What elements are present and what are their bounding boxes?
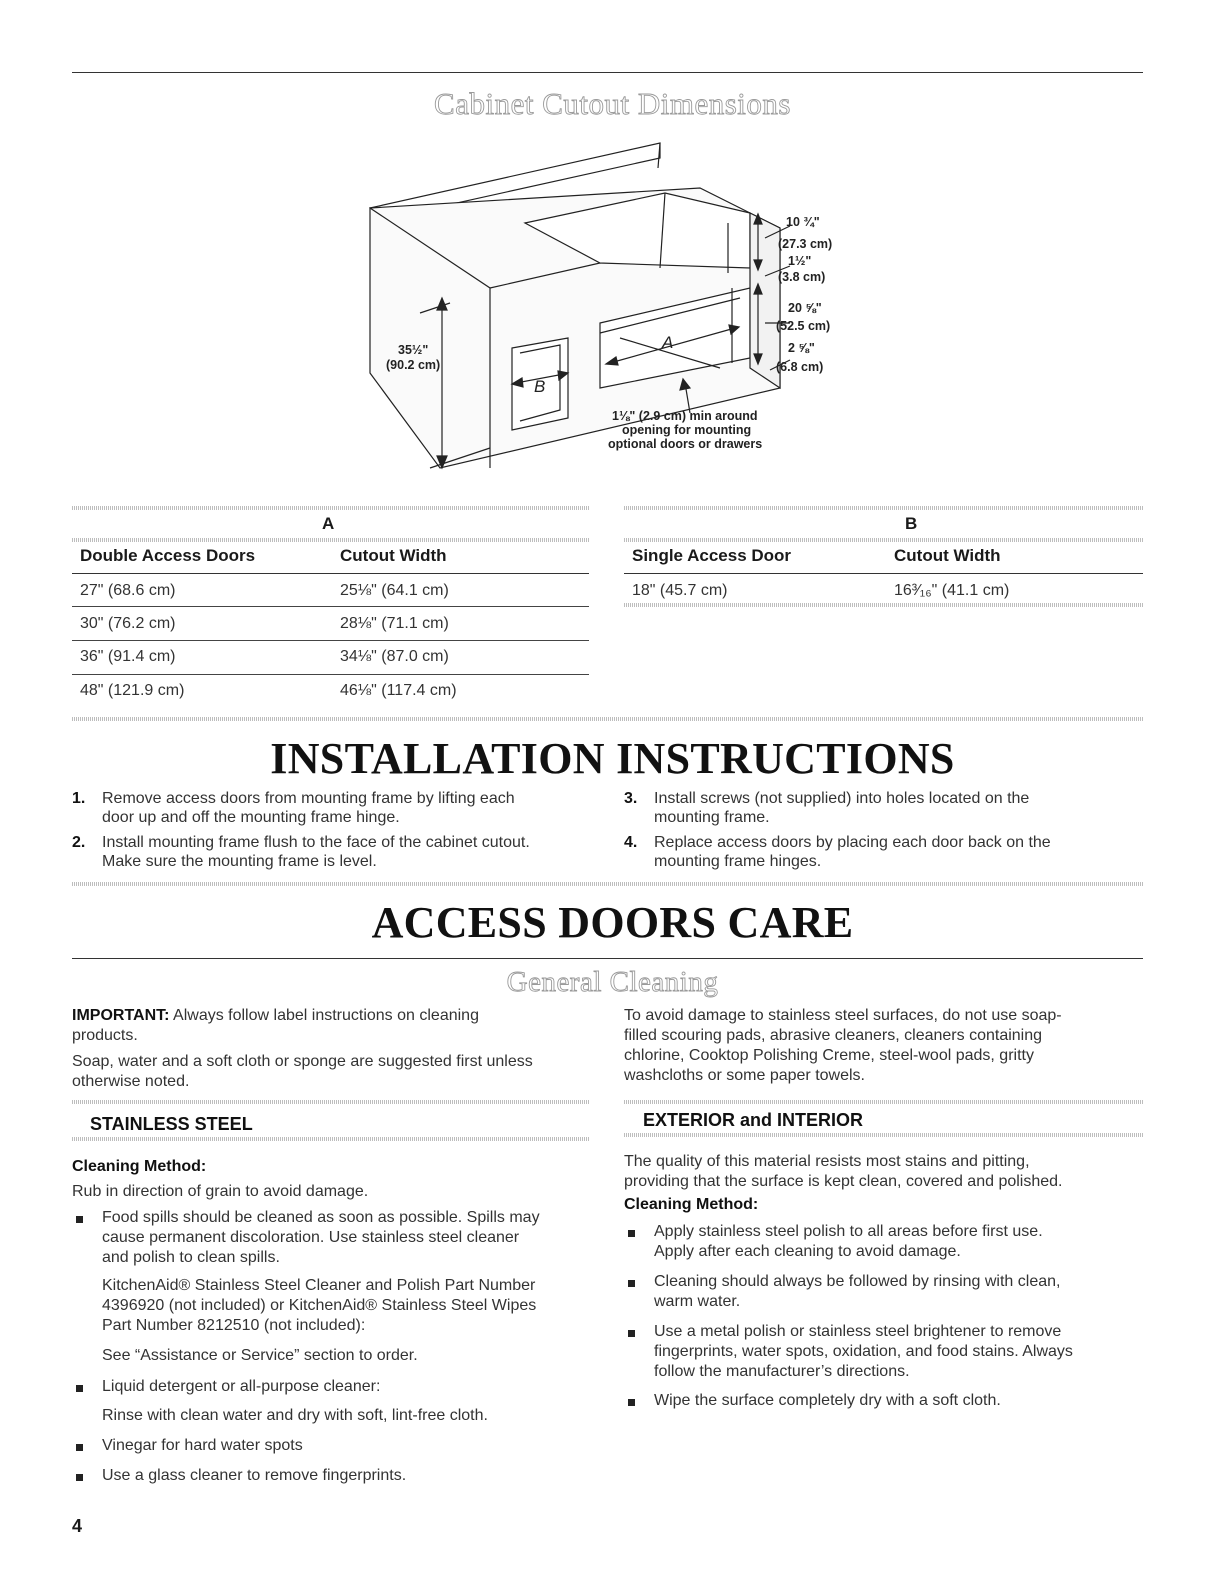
kitchenaid-line-3: Part Number 8212510 (not included): xyxy=(102,1317,366,1334)
kitchenaid-line-1: KitchenAid® Stainless Steel Cleaner and Polish Part Number xyxy=(102,1277,536,1294)
table-row-a1-width: 25⅛" (64.1 cm) xyxy=(340,582,449,599)
soap-line-2: otherwise noted. xyxy=(72,1073,190,1090)
step-3-line-2: mounting frame. xyxy=(654,809,770,826)
table-a-header-width: Cutout Width xyxy=(340,546,447,565)
exterior-quality-line-2: providing that the surface is kept clean, covered and polished. xyxy=(624,1173,1063,1190)
stainless-b3: Vinegar for hard water spots xyxy=(102,1437,303,1454)
table-row-b1-door: 18" (45.7 cm) xyxy=(632,582,728,599)
exterior-interior-heading: EXTERIOR and INTERIOR xyxy=(643,1110,864,1130)
note-line-2: opening for mounting xyxy=(622,423,752,437)
step-1-number: 1. xyxy=(72,790,86,807)
table-row-a3-doors: 36" (91.4 cm) xyxy=(80,648,176,665)
table-b-header-width: Cutout Width xyxy=(894,546,1001,565)
dim-gap-2: (3.8 cm) xyxy=(778,270,826,284)
stainless-rinse: Rinse with clean water and dry with soft, lint-free cloth. xyxy=(102,1407,488,1424)
step-3-number: 3. xyxy=(624,790,638,807)
cabinet-cutout-diagram xyxy=(340,138,860,478)
bullet xyxy=(628,1280,635,1287)
exterior-b1-line-1: Apply stainless steel polish to all areas before first use. xyxy=(654,1223,1043,1240)
avoid-line-1: To avoid damage to stainless steel surfaces, do not use soap- xyxy=(624,1007,1062,1024)
bullet xyxy=(76,1474,83,1481)
soap-line-1: Soap, water and a soft cloth or sponge are suggested first unless xyxy=(72,1053,533,1070)
dim-top-2: (27.3 cm) xyxy=(778,237,833,251)
dim-bot-1: 2 ⅝" xyxy=(788,341,815,355)
stainless-b1-line-2: cause permanent discoloration. Use stainless steel cleaner xyxy=(102,1229,520,1246)
dim-height-1: 35½" xyxy=(398,343,429,357)
stainless-steel-heading: STAINLESS STEEL xyxy=(90,1114,253,1134)
label-b: B xyxy=(534,377,546,396)
table-a-letter: A xyxy=(322,514,335,533)
exterior-quality-line-1: The quality of this material resists most stains and pitting, xyxy=(624,1153,1030,1170)
step-4-line-1: Replace access doors by placing each door back on the xyxy=(654,834,1051,851)
table-row-a1-doors: 27" (68.6 cm) xyxy=(80,582,176,599)
important-line-1 xyxy=(72,1006,479,1026)
page-number: 4 xyxy=(72,1516,83,1536)
important-label: IMPORTANT: xyxy=(72,1007,170,1024)
stainless-b4: Use a glass cleaner to remove fingerprints. xyxy=(102,1467,407,1484)
important-line-2: products. xyxy=(72,1027,138,1044)
dim-bot-2: (6.8 cm) xyxy=(776,360,824,374)
exterior-b4: Wipe the surface completely dry with a soft cloth. xyxy=(654,1392,1001,1409)
exterior-method-label: Cleaning Method: xyxy=(624,1196,759,1213)
note-line-3: optional doors or drawers xyxy=(608,437,763,451)
stainless-b2: Liquid detergent or all-purpose cleaner: xyxy=(102,1378,381,1395)
stainless-rub: Rub in direction of grain to avoid damage. xyxy=(72,1183,369,1200)
label-a: A xyxy=(662,333,674,352)
dim-mid-1: 20 ⅝" xyxy=(788,301,822,315)
exterior-b3-line-3: follow the manufacturer’s directions. xyxy=(654,1363,910,1380)
bullet xyxy=(76,1444,83,1451)
avoid-line-3: chlorine, Cooktop Polishing Creme, steel-wool pads, gritty xyxy=(624,1047,1034,1064)
exterior-b2-line-1: Cleaning should always be followed by rinsing with clean, xyxy=(654,1273,1061,1290)
step-1-line-2: door up and off the mounting frame hinge. xyxy=(102,809,400,826)
dim-top-1: 10 ¾" xyxy=(786,215,820,229)
avoid-line-2: filled scouring pads, abrasive cleaners, cleaners containing xyxy=(624,1027,1043,1044)
dim-gap-1: 1½" xyxy=(788,254,812,268)
step-3-line-1: Install screws (not supplied) into holes located on the xyxy=(654,790,1030,807)
table-b-header-door: Single Access Door xyxy=(632,546,792,565)
exterior-b1-line-2: Apply after each cleaning to avoid damage. xyxy=(654,1243,961,1260)
bullet xyxy=(628,1330,635,1337)
general-cleaning-title: General Cleaning xyxy=(506,966,719,998)
exterior-b2-line-2: warm water. xyxy=(654,1293,741,1310)
table-row-a4-doors: 48" (121.9 cm) xyxy=(80,682,185,699)
installation-title: INSTALLATION INSTRUCTIONS xyxy=(270,734,955,783)
table-row-a3-width: 34⅛" (87.0 cm) xyxy=(340,648,449,665)
dim-height-2: (90.2 cm) xyxy=(386,358,441,372)
table-b-letter: B xyxy=(905,514,918,533)
stainless-see: See “Assistance or Service” section to order. xyxy=(102,1347,418,1364)
kitchenaid-line-2: 4396920 (not included) or KitchenAid® Stainless Steel Wipes xyxy=(102,1297,537,1314)
table-row-a2-doors: 30" (76.2 cm) xyxy=(80,615,176,632)
table-a-header-doors: Double Access Doors xyxy=(80,546,256,565)
table-row-a4-width: 46⅛" (117.4 cm) xyxy=(340,682,457,699)
stainless-b1-line-1: Food spills should be cleaned as soon as possible. Spills may xyxy=(102,1209,540,1226)
step-4-line-2: mounting frame hinges. xyxy=(654,853,822,870)
exterior-b3-line-1: Use a metal polish or stainless steel brightener to remove xyxy=(654,1323,1062,1340)
bullet xyxy=(628,1399,635,1406)
step-2-line-2: Make sure the mounting frame is level. xyxy=(102,853,377,870)
avoid-line-4: washcloths or some paper towels. xyxy=(624,1067,865,1084)
step-2-line-1: Install mounting frame flush to the face of the cabinet cutout. xyxy=(102,834,530,851)
step-1-line-1: Remove access doors from mounting frame by lifting each xyxy=(102,790,515,807)
step-4-number: 4. xyxy=(624,834,638,851)
bullet xyxy=(628,1230,635,1237)
top-rule xyxy=(72,72,1143,73)
care-title: ACCESS DOORS CARE xyxy=(371,898,854,947)
note-line-1: 1⅛" (2.9 cm) min around xyxy=(612,409,758,423)
exterior-b3-line-2: fingerprints, water spots, oxidation, and food stains. Always xyxy=(654,1343,1073,1360)
bullet xyxy=(76,1385,83,1392)
step-2-number: 2. xyxy=(72,834,86,851)
table-row-b1-width: 16³⁄₁₆" (41.1 cm) xyxy=(894,582,1010,599)
table-row-a2-width: 28⅛" (71.1 cm) xyxy=(340,615,449,632)
bullet xyxy=(76,1216,83,1223)
important-text: Always follow label instructions on cleaning xyxy=(169,1007,479,1024)
care-rule xyxy=(72,958,1143,959)
section-title-cutout: Cabinet Cutout Dimensions xyxy=(434,86,791,121)
stainless-b1-line-3: and polish to clean spills. xyxy=(102,1249,280,1266)
dim-mid-2: (52.5 cm) xyxy=(776,319,831,333)
stainless-method-label: Cleaning Method: xyxy=(72,1158,207,1175)
